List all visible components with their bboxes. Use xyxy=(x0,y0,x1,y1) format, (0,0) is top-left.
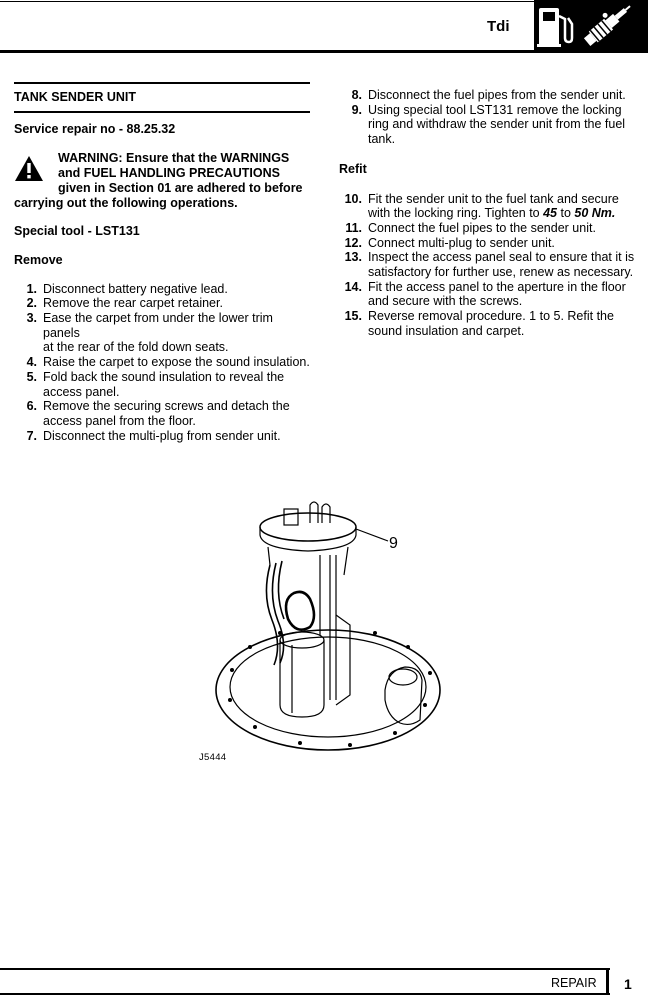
list-item: 10. Fit the sender unit to the fuel tank and secure with the locking ring. Tighten to 45 to 50 Nm. xyxy=(344,191,619,221)
warning-line-3: given in Section 01 are adhered to before xyxy=(58,180,303,195)
list-item: 6. Remove the securing screws and detach the access panel from the floor. xyxy=(26,399,290,428)
header-top-border xyxy=(0,1,534,2)
warning-line-4: carrying out the following operations. xyxy=(14,195,238,210)
list-item: 14. Fit the access panel to the aperture in the floor and secure with the screws. xyxy=(344,279,626,309)
header-icon-box xyxy=(534,0,648,53)
list-item: 12. Connect multi-plug to sender unit. xyxy=(344,235,555,250)
right-column xyxy=(339,88,635,339)
footer-rule-top xyxy=(0,968,610,970)
list-item: 11. Connect the fuel pipes to the sender unit. xyxy=(345,220,596,235)
warning-triangle-icon xyxy=(14,155,44,182)
figure-code: J5444 xyxy=(199,752,227,763)
header-icons-svg xyxy=(534,0,648,53)
refit-steps xyxy=(339,192,635,339)
section-title: TANK SENDER UNIT xyxy=(14,90,136,104)
list-item: 8. Disconnect the fuel pipes from the sender unit. xyxy=(351,88,626,102)
list-item: 15. Reverse removal procedure. 1 to 5. Refit the sound insulation and carpet. xyxy=(344,309,614,338)
remove-steps xyxy=(14,282,310,444)
footer-section-label: REPAIR xyxy=(551,976,597,990)
warning-line-2: and FUEL HANDLING PRECAUTIONS xyxy=(58,166,280,181)
refit-heading: Refit xyxy=(339,161,367,176)
header-title: Tdi xyxy=(487,18,510,35)
list-item: 3. Ease the carpet from under the lower trim panels at the rear of the fold down seats. xyxy=(26,311,273,355)
warning-line-1: WARNING: Ensure that the WARNINGS xyxy=(58,151,290,166)
injector-icon xyxy=(580,0,635,48)
special-tool: Special tool - LST131 xyxy=(14,224,140,239)
remove-heading: Remove xyxy=(14,252,63,267)
service-repair-number: Service repair no - 88.25.32 xyxy=(14,121,176,136)
remove-steps-continued xyxy=(339,88,635,147)
list-item: 13. Inspect the access panel seal to ensure that it is satisfactory for further use, renew as necessary. xyxy=(344,250,635,280)
figure-callout-number: 9 xyxy=(389,535,398,552)
footer-rule-bottom xyxy=(0,993,610,995)
torque-min: 45 xyxy=(543,206,558,221)
left-column xyxy=(14,82,310,443)
list-item: 7. Disconnect the multi-plug from sender unit. xyxy=(26,428,281,443)
list-item: 1. Disconnect battery negative lead. xyxy=(26,281,228,296)
torque-max: 50 Nm. xyxy=(574,206,616,221)
list-item: 2. Remove the rear carpet retainer. xyxy=(26,296,223,311)
sender-unit-illustration xyxy=(210,495,450,755)
list-item: 5. Fold back the sound insulation to reveal the access panel. xyxy=(26,369,285,399)
header-rule xyxy=(0,50,534,53)
footer-divider xyxy=(606,968,609,995)
section-rule-top xyxy=(14,82,310,84)
fuel-pump-icon xyxy=(537,8,572,47)
page-number: 1 xyxy=(624,976,632,992)
sender-unit-drawing xyxy=(210,495,450,755)
warning-block xyxy=(14,151,310,210)
list-item: 4. Raise the carpet to expose the sound insulation. xyxy=(26,355,310,370)
list-item: 9. Using special tool LST131 remove the locking ring and withdraw the sender unit from the fuel tank. xyxy=(351,102,626,147)
